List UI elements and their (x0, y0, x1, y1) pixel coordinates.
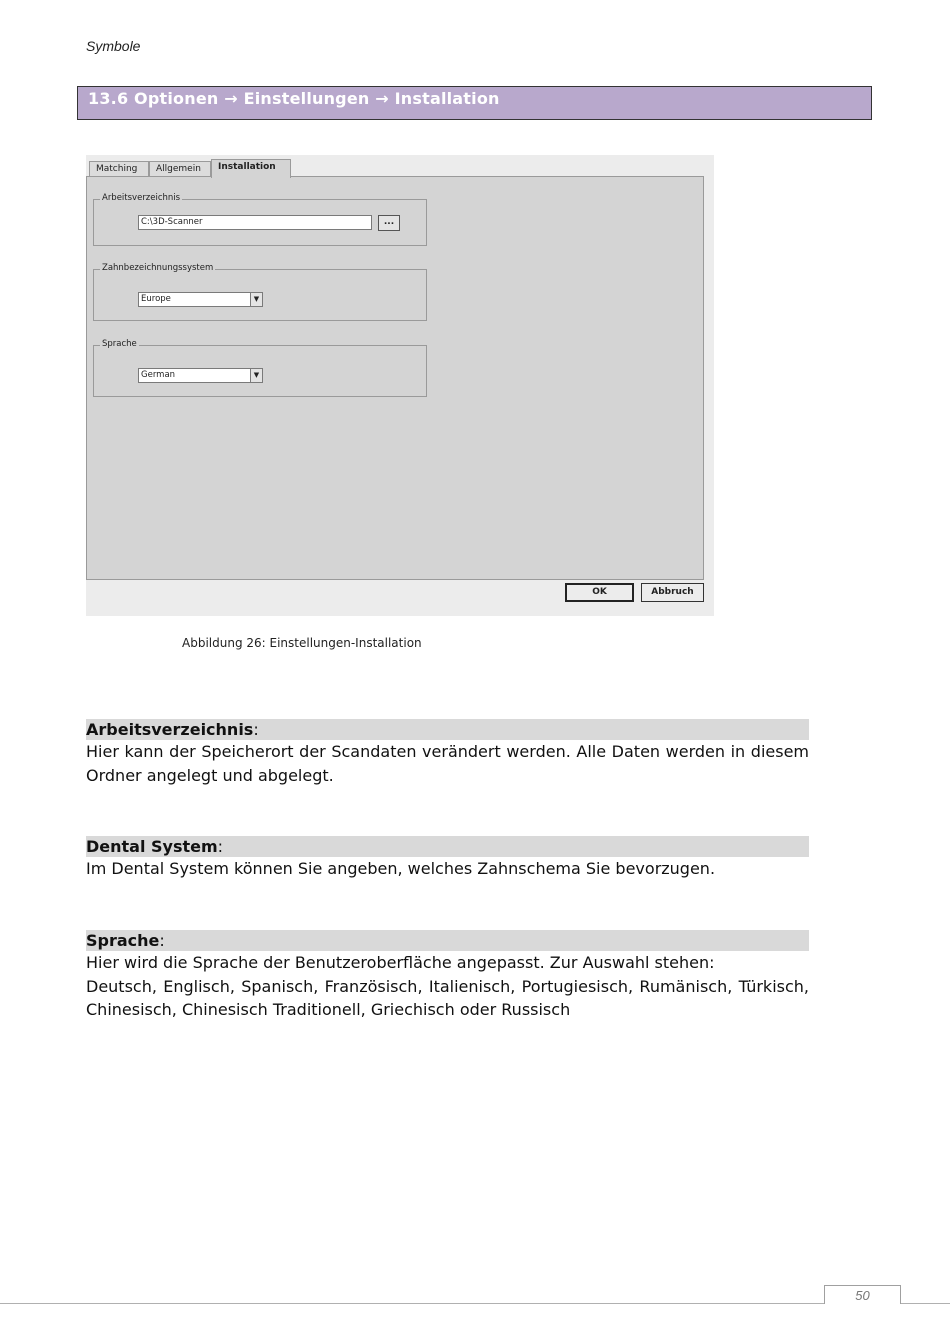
topic-title-colon: : (159, 931, 165, 950)
topic-title-text: Sprache (86, 931, 160, 950)
working-dir-input[interactable]: C:\3D-Scanner (138, 215, 372, 230)
page-number: 50 (824, 1285, 901, 1304)
language-label: Sprache (102, 339, 137, 349)
language-value: German (141, 370, 176, 380)
tooth-system-group (93, 263, 427, 321)
topic-title (86, 836, 809, 857)
topic-title-colon: : (253, 720, 259, 739)
section-title: 13.6 Optionen → Einstellungen → Installation (88, 89, 500, 108)
tooth-system-select[interactable] (138, 292, 263, 307)
topic-language (86, 930, 809, 1022)
topic-title-text: Dental System (86, 837, 218, 856)
working-dir-group (93, 193, 427, 246)
tab-panel-installation (86, 176, 704, 580)
settings-dialog-screenshot (86, 155, 714, 616)
tab-allgemein[interactable]: Allgemein (149, 161, 211, 177)
tooth-system-label: Zahnbezeichnungssystem (102, 263, 214, 273)
language-group (93, 339, 427, 397)
topic-working-dir (86, 719, 809, 787)
tab-matching[interactable]: Matching (89, 161, 149, 177)
topic-body: Hier wird die Sprache der Benutzeroberfläche angepasst. Zur Auswahl stehen: (86, 953, 715, 972)
chevron-down-icon[interactable]: ▼ (250, 293, 262, 306)
tab-installation[interactable]: Installation (211, 159, 291, 178)
chevron-down-icon[interactable]: ▼ (250, 369, 262, 382)
tooth-system-value: Europe (141, 294, 171, 304)
topic-body-language-list: Deutsch, Englisch, Spanisch, Französisch, Italienisch, Portugiesisch, Rumänisch, Türkisch, Chinesisch, Chinesisch Traditionell, Griechisch oder Russisch (86, 976, 809, 1019)
running-head: Symbole (86, 38, 141, 54)
ok-button[interactable]: OK (565, 583, 634, 602)
topic-title (86, 930, 809, 951)
topic-title-text: Arbeitsverzeichnis (86, 720, 254, 739)
figure-caption: Abbildung 26: Einstellungen-Installation (182, 636, 422, 650)
topic-dental-system (86, 836, 809, 881)
language-select[interactable] (138, 368, 263, 383)
working-dir-label: Arbeitsverzeichnis (102, 193, 181, 203)
footer-rule (0, 1303, 950, 1304)
cancel-button[interactable]: Abbruch (641, 583, 704, 602)
topic-title (86, 719, 809, 740)
topic-body: Hier kann der Speicherort der Scandaten verändert werden. Alle Daten werden in diesem Ordner angelegt und abgelegt. (86, 742, 809, 785)
topic-title-colon: : (217, 837, 224, 856)
browse-button[interactable]: ... (378, 215, 400, 231)
section-heading-bar (77, 86, 872, 120)
topic-body: Im Dental System können Sie angeben, welches Zahnschema Sie bevorzugen. (86, 859, 716, 878)
